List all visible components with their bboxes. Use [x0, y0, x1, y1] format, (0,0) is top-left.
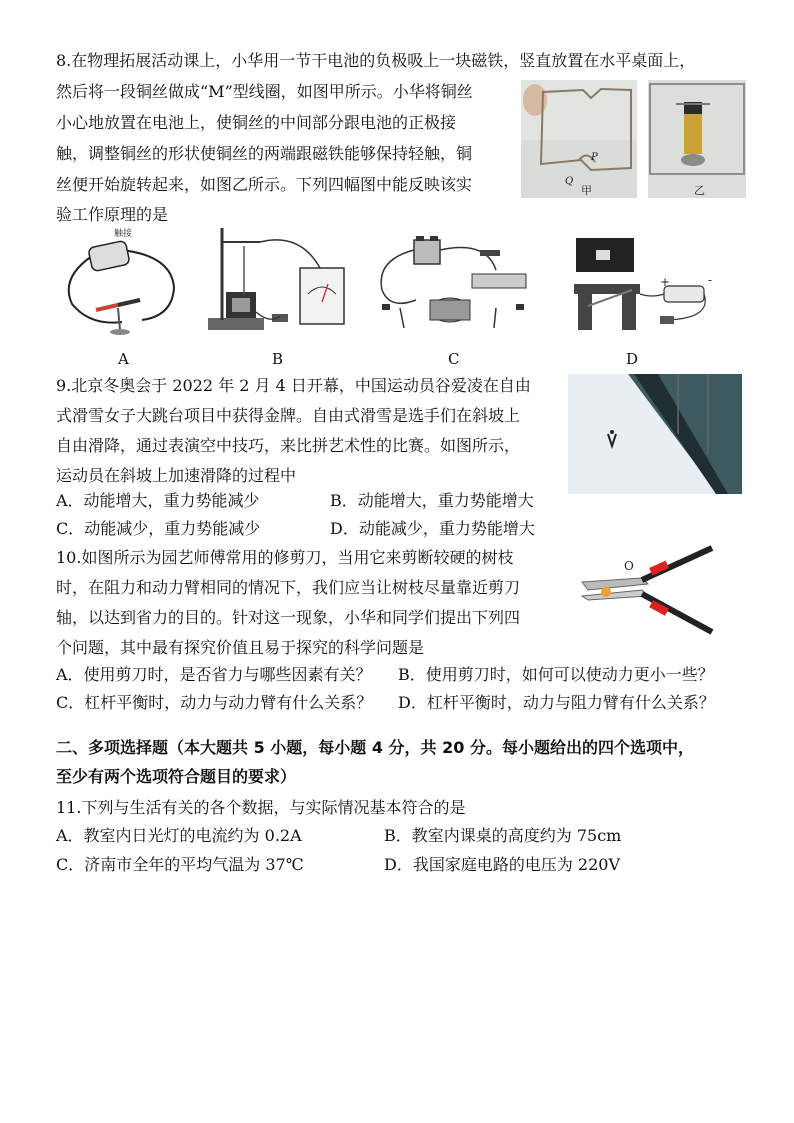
q8-line-5: 丝便开始旋转起来，如图乙所示。下列四幅图中能反映该实 — [56, 175, 473, 194]
photo-jia — [521, 80, 637, 198]
label-yi: 乙 — [694, 184, 705, 197]
label-jia: 甲 — [581, 184, 592, 197]
option-d-figure — [568, 228, 718, 340]
section-2-heading-1: 二、多项选择题（本大题共 5 小题，每小题 4 分，共 20 分。每小题给出的四个选项中， — [56, 738, 694, 757]
shears-photo — [572, 540, 722, 640]
q10-option-c: C．杠杆平衡时，动力与动力臂有什么关系？ — [56, 693, 373, 712]
option-c-caption: C — [448, 350, 460, 368]
q8-line-2: 然后将一段铜丝做成“M”型线圈，如图甲所示。小华将铜丝 — [56, 82, 473, 101]
ski-photo — [568, 374, 742, 494]
q8-line-3: 小心地放置在电池上，使铜丝的中间部分跟电池的正极接 — [56, 113, 457, 132]
q10-option-a: A．使用剪刀时，是否省力与哪些因素有关？ — [56, 665, 372, 684]
fig-d-plus: + — [660, 275, 671, 289]
q8-line-6: 验工作原理的是 — [56, 205, 169, 224]
q10-option-d: D．杠杆平衡时，动力与阻力臂有什么关系？ — [398, 693, 715, 712]
q8-line-4: 触，调整铜丝的形状使铜丝的两端跟磁铁能够保持轻触，铜 — [56, 144, 473, 163]
q9-line-1: 9.北京冬奥会于 2022 年 2 月 4 日开幕，中国运动员谷爱凌在自由 — [56, 376, 531, 395]
option-b-caption: B — [272, 350, 284, 368]
q9-line-4: 运动员在斜坡上加速滑降的过程中 — [56, 466, 297, 485]
q9-option-b: B．动能增大，重力势能增大 — [330, 491, 534, 510]
q10-line-3: 轴，以达到省力的目的。针对这一现象，小华和同学们提出下列四 — [56, 608, 521, 627]
q11-option-d: D．我国家庭电路的电压为 220V — [384, 855, 621, 874]
q10-line-4: 个问题，其中最有探究价值且易于探究的科学问题是 — [56, 638, 425, 657]
photo-yi — [648, 80, 746, 198]
q10-line-2: 时，在阻力和动力臂相同的情况下，我们应当让树枝尽量靠近剪刀 — [56, 578, 521, 597]
q11-option-a: A．教室内日光灯的电流约为 0.2A — [56, 826, 302, 845]
option-d-caption: D — [626, 350, 639, 368]
q8-line-1: 8.在物理拓展活动课上，小华用一节干电池的负极吸上一块磁铁，竖直放置在水平桌面上， — [56, 51, 696, 70]
q11-option-c: C．济南市全年的平均气温为 37℃ — [56, 855, 304, 874]
option-b-figure — [200, 228, 350, 340]
q9-option-a: A．动能增大，重力势能减少 — [56, 491, 260, 510]
fig-d-minus: - — [708, 273, 713, 287]
fig-a-label: 触接 — [114, 229, 133, 239]
q9-option-c: C．动能减少，重力势能减少 — [56, 519, 261, 538]
q11-stem: 11.下列与生活有关的各个数据，与实际情况基本符合的是 — [56, 798, 466, 817]
option-a-caption: A — [118, 350, 129, 368]
label-p: P — [591, 152, 598, 163]
q9-line-3: 自由滑降，通过表演空中技巧，来比拼艺术性的比赛。如图所示， — [56, 436, 521, 455]
option-a-figure — [62, 226, 182, 344]
q10-line-1: 10.如图所示为园艺师傅常用的修剪刀，当用它来剪断较硬的树枝 — [56, 548, 514, 567]
pivot-o: O — [624, 559, 634, 573]
section-2-heading-2: 至少有两个选项符合题目的要求） — [56, 767, 297, 786]
option-c-figure — [376, 230, 536, 342]
q9-line-2: 式滑雪女子大跳台项目中获得金牌。自由式滑雪是选手们在斜坡上 — [56, 406, 521, 425]
label-q: Q — [565, 176, 574, 187]
q11-option-b: B．教室内课桌的高度约为 75cm — [384, 826, 622, 845]
q10-option-b: B．使用剪刀时，如何可以使动力更小一些？ — [398, 665, 714, 684]
q9-option-d: D．动能减少，重力势能增大 — [330, 519, 535, 538]
